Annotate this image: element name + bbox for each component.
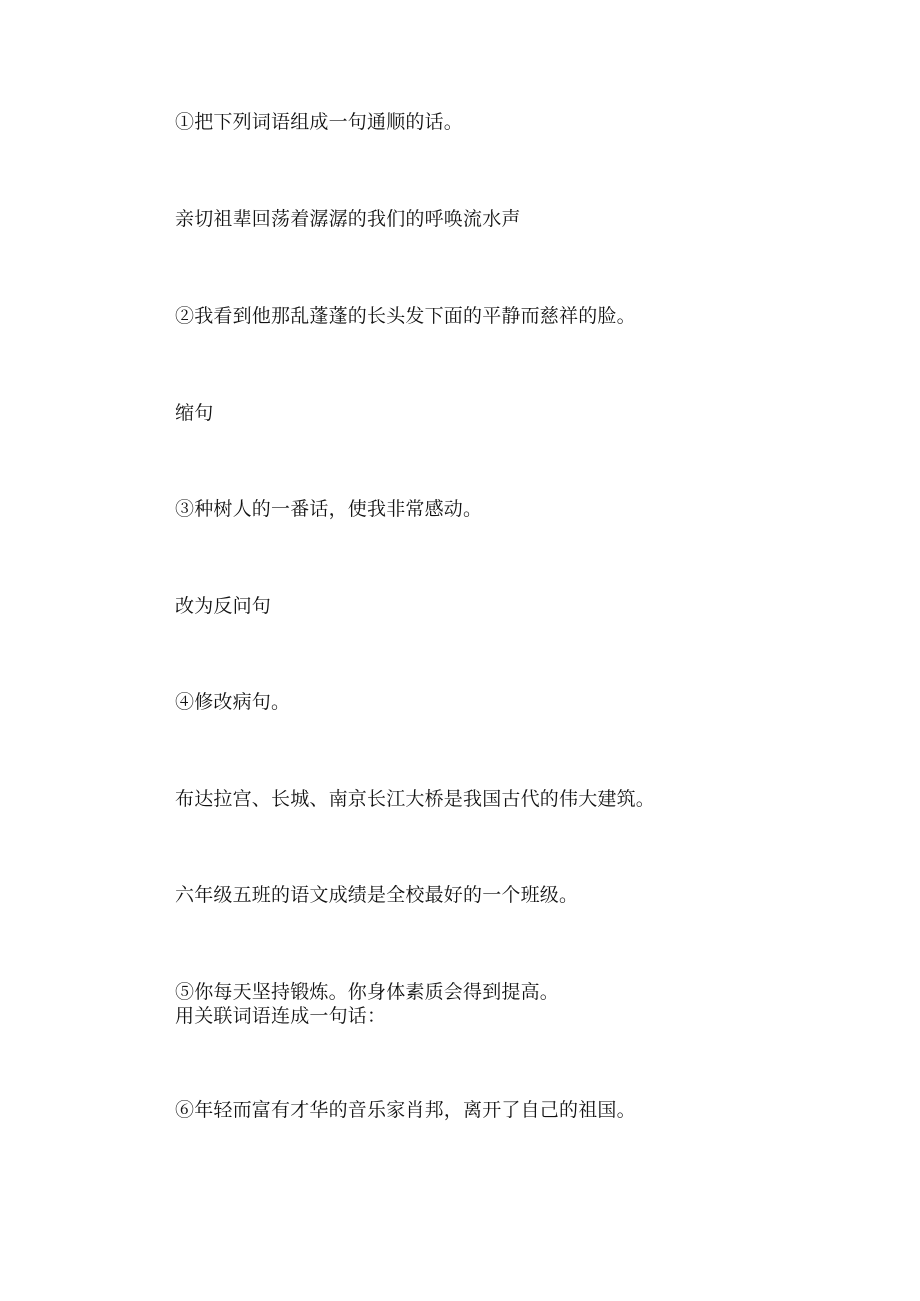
question-3-sentence: ③种树人的一番话，使我非常感动。 xyxy=(175,498,483,520)
question-6-sentence: ⑥年轻而富有才华的音乐家肖邦，离开了自己的祖国。 xyxy=(175,1099,636,1121)
question-2-sentence: ②我看到他那乱蓬蓬的长头发下面的平静而慈祥的脸。 xyxy=(175,305,636,327)
question-5-instruction: 用关联词语连成一句话： xyxy=(175,1005,387,1027)
question-4-instruction: ④修改病句。 xyxy=(175,691,291,713)
question-1-words: 亲切祖辈回荡着潺潺的我们的呼唤流水声 xyxy=(175,208,521,230)
question-5-sentences: ⑤你每天坚持锻炼。你身体素质会得到提高。 xyxy=(175,981,560,1003)
question-1-instruction: ①把下列词语组成一句通顺的话。 xyxy=(175,111,464,133)
question-4-sentence-a: 布达拉宫、长城、南京长江大桥是我国古代的伟大建筑。 xyxy=(175,788,656,810)
question-2-instruction: 缩句 xyxy=(175,402,214,424)
question-4-sentence-b: 六年级五班的语文成绩是全校最好的一个班级。 xyxy=(175,884,579,906)
question-3-instruction: 改为反问句 xyxy=(175,595,272,617)
